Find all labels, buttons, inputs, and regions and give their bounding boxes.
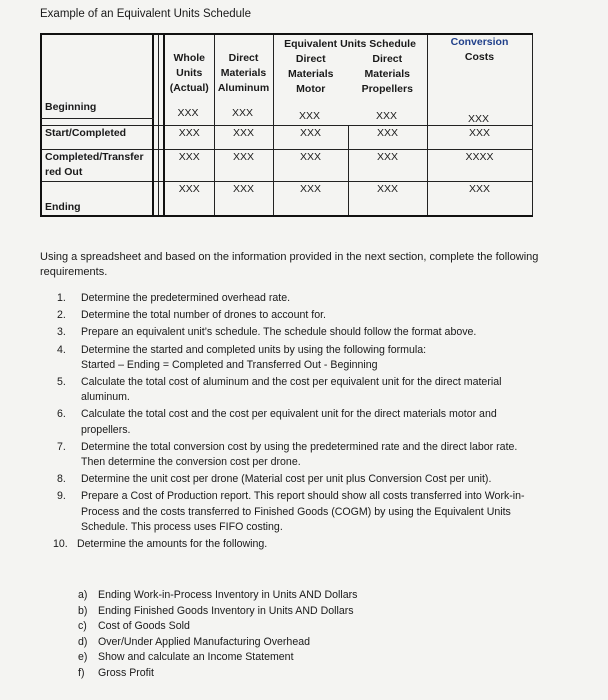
beginning-row-divider [40,118,154,119]
table-cell: XXX [348,126,427,150]
table-cell: XXX [348,182,427,217]
row-label: Beginning [45,101,97,113]
table-cell: XXX [177,107,199,119]
list-item: 5. Calculate the total cost of aluminum and the cost per equivalent unit for the direct material aluminum. [57,376,502,404]
table-cell: XXX [467,113,489,125]
header-propellers: Direct Materials Propellers [361,53,413,95]
list-item: 3. Prepare an equivalent unit’s schedule. The schedule should follow the format above. [57,326,477,339]
header-whole-units: Whole Units (Actual) [164,34,214,126]
list-item: 9. Prepare a Cost of Production report. This report should show all costs transferred into Work-in-Process and the costs transferred to Finished Goods (COGM) by using the Equivalent Units Schedule. This process uses FIFO costing. [57,490,525,533]
list-item: e) Show and calculate an Income Statement [78,651,294,663]
table-cell: XXX [164,150,214,182]
list-item: 4. Determine the started and completed units by using the following formula: Started – Ending = Completed and Transferred Out - Beginning [57,343,427,371]
row-label: Start/Completed [41,126,153,150]
list-item: 1. Determine the predetermined overhead rate. [57,292,291,304]
list-item: b) Ending Finished Goods Inventory in Units AND Dollars [78,604,354,617]
formula: Started – Ending = Completed and Transferred Out - Beginning [81,358,378,371]
table-cell: XXX [214,150,273,182]
table-cell: XXX [273,150,348,182]
row-label: Completed/Transfer red Out [41,150,153,182]
table-cell: XXX [273,126,348,150]
document-title: Example of an Equivalent Units Schedule [40,8,251,20]
table-cell: XXX [375,110,397,122]
table-cell: XXX [231,107,253,119]
table-cell: XXX [427,182,532,217]
list-item: d) Over/Under Applied Manufacturing Overhead [78,635,310,648]
list-item: f) Gross Profit [78,666,154,679]
requirements-list [53,291,537,554]
table-cell: XXX [298,110,320,122]
equivalent-units-table [40,33,533,217]
amounts-list [78,588,357,681]
header-conversion-costs: Conversion Costs [427,34,532,126]
table-cell: XXX [164,182,214,217]
table-row [41,150,532,182]
table-cell: XXX [273,182,348,217]
list-item: 8. Determine the unit cost per drone (Material cost per unit plus Conversion Cost per unit). [57,473,492,486]
row-label: Ending [41,182,153,217]
table-cell: XXXX [427,150,532,182]
table-row [41,126,532,150]
table-row [41,182,532,217]
table-cell: XXX [214,126,273,150]
table-cell: XXX [164,126,214,150]
table-cell: XXX [427,126,532,150]
intro-paragraph: Using a spreadsheet and based on the information provided in the next section, complete the following requirements. [40,251,539,278]
list-item: c) Cost of Goods Sold [78,620,190,632]
list-item: 2. Determine the total number of drones to account for. [57,309,326,322]
table-cell: XXX [214,182,273,217]
list-item: a) Ending Work-in-Process Inventory in Units AND Dollars [78,589,358,601]
list-item: 6. Calculate the total cost and the cost per equivalent unit for the direct materials motor and propellers. [57,408,497,436]
list-item: 7. Determine the total conversion cost by using the predetermined rate and the direct labor rate. Then determine the conversion cost per drone. [57,440,518,469]
beginning-row [40,99,531,125]
table-cell: XXX [348,150,427,182]
list-item: 10. Determine the amounts for the following. [53,538,268,551]
header-aluminum: Direct Materials Aluminum [214,34,273,126]
equivalent-units-group-header: Equivalent Units Schedule [284,38,416,50]
header-motor: Direct Materials Motor [287,53,334,95]
